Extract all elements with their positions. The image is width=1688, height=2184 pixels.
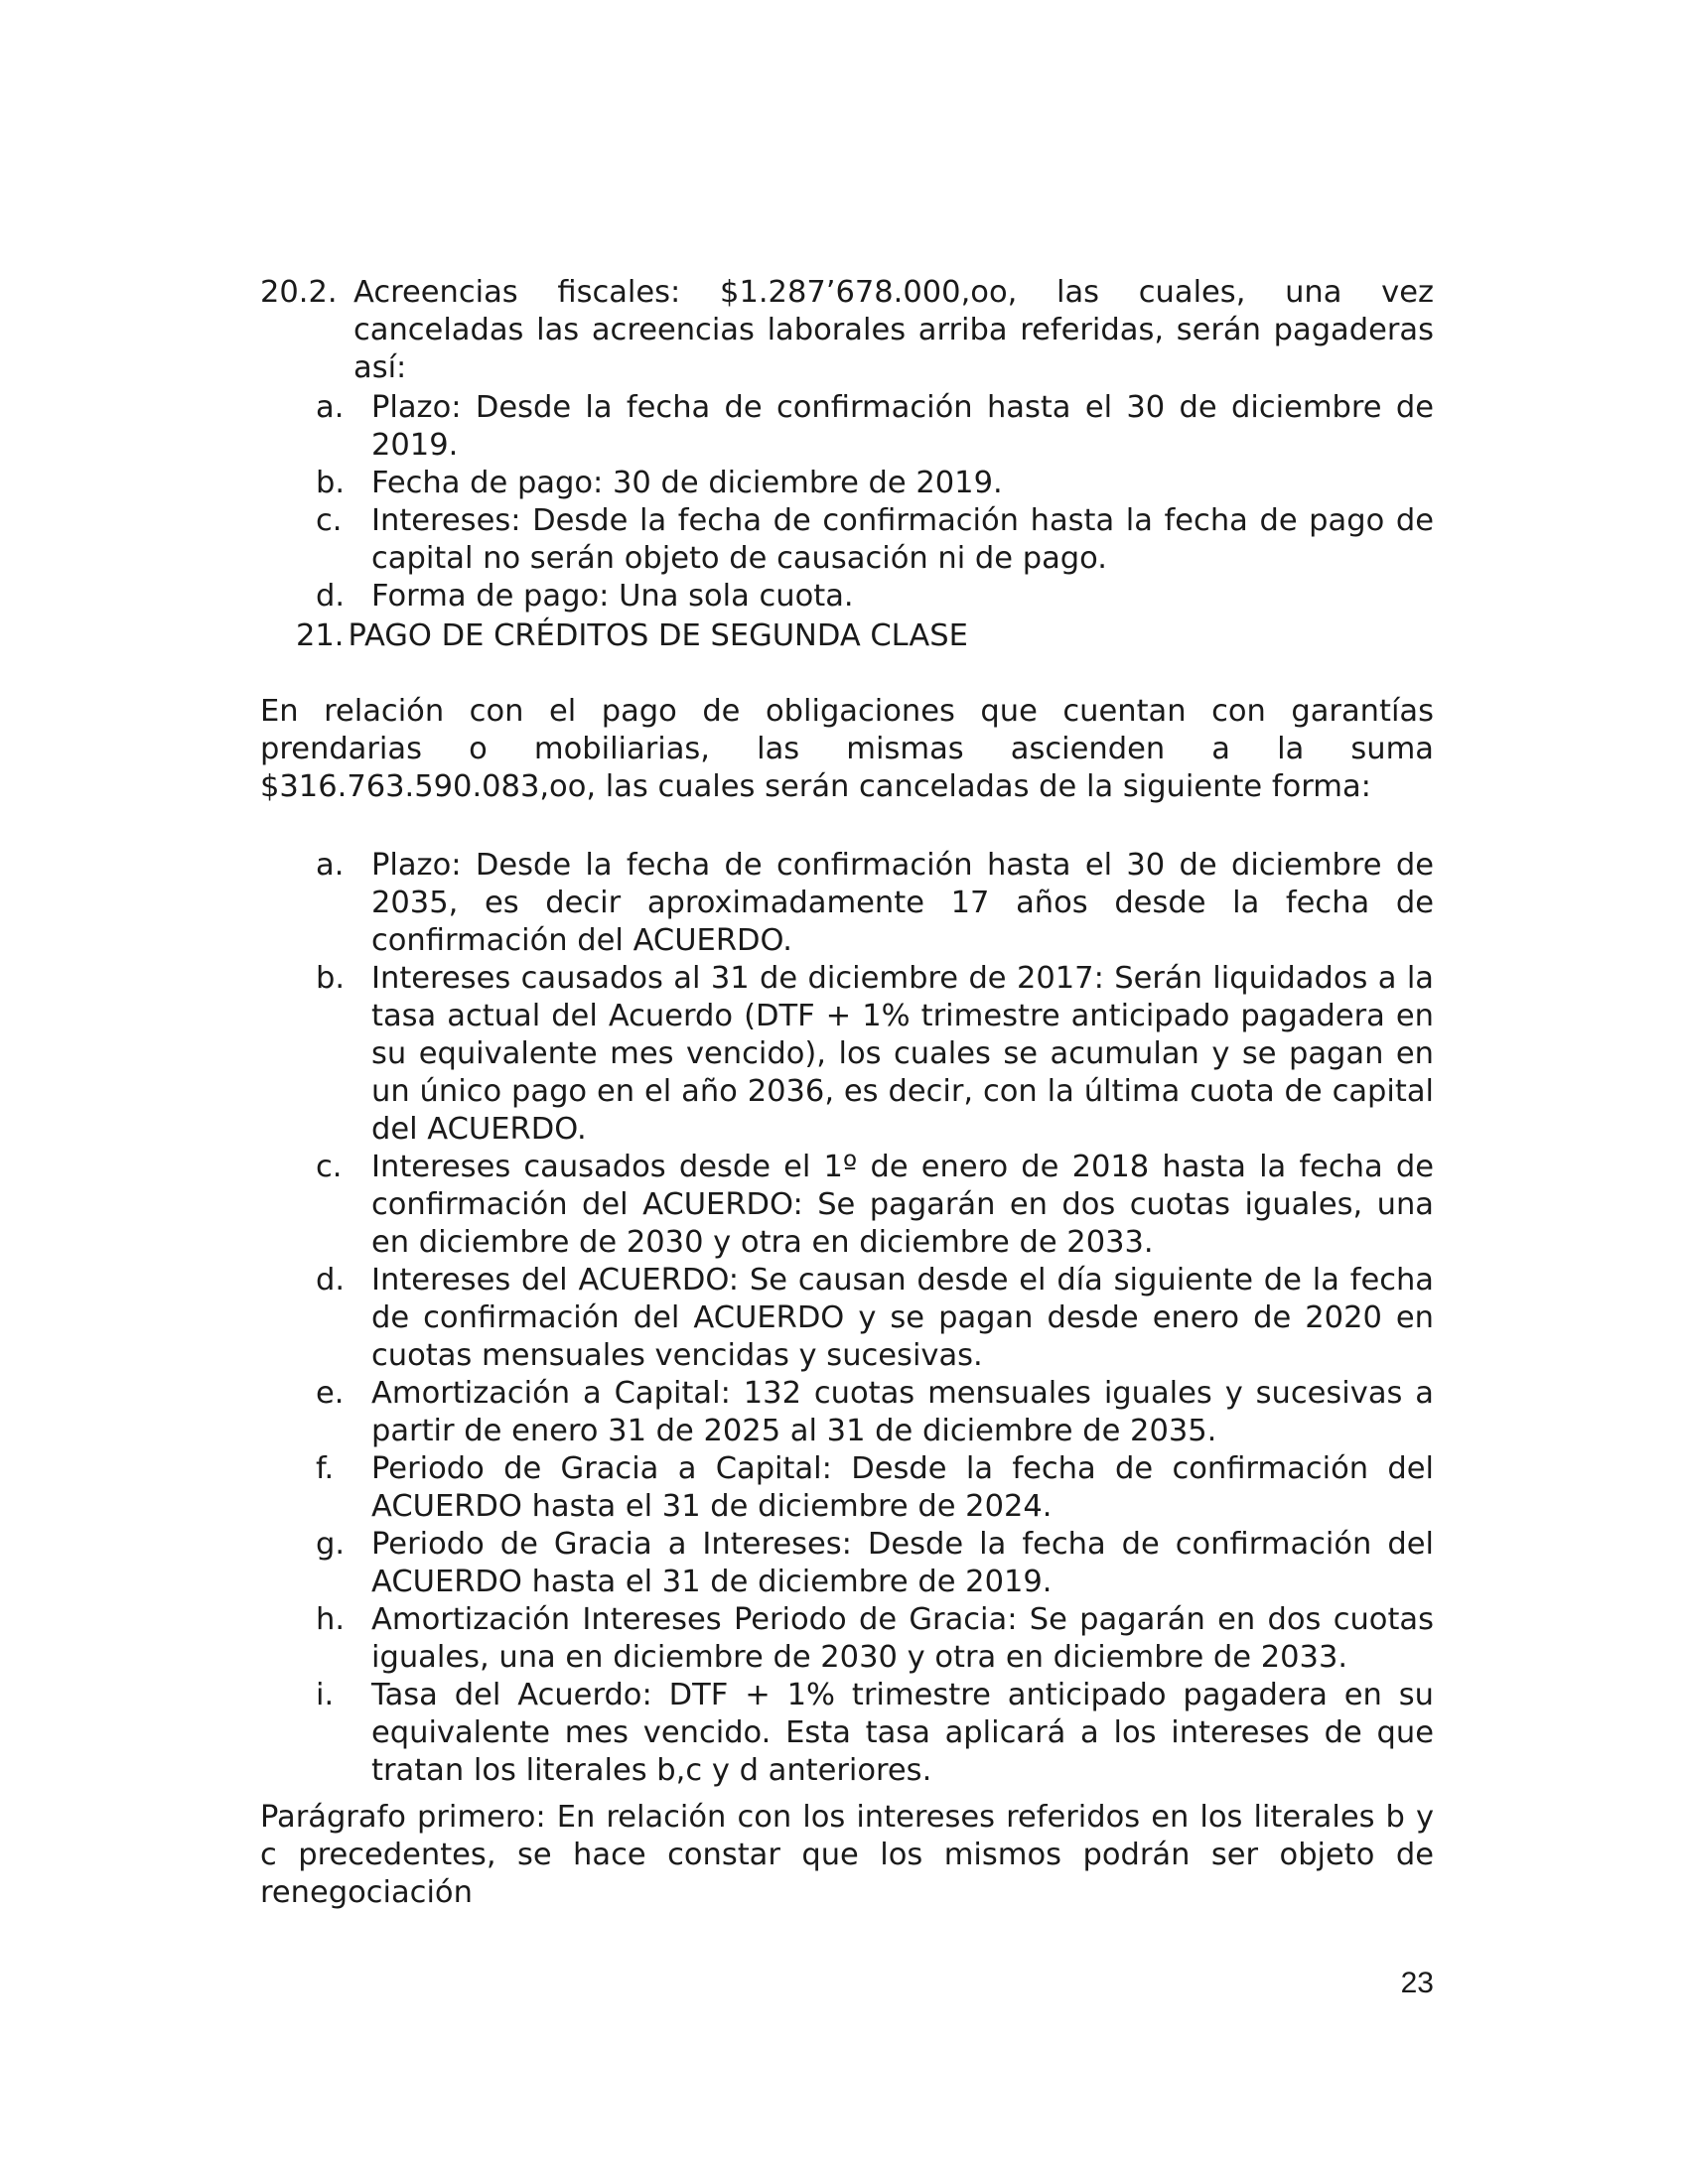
list-item-text: Plazo: Desde la fecha de confirmación hasta el 30 de diciembre de 2019.	[371, 390, 1434, 463]
list-marker: d.	[316, 579, 346, 614]
list-item-text: Tasa del Acuerdo: DTF + 1% trimestre anticipado pagadera en su equivalente mes vencido. Esta tasa aplicará a los intereses de que tratan los literales b,c y d anteriores.	[371, 1678, 1434, 1788]
list-marker: i.	[316, 1678, 335, 1712]
section-20-2-list	[316, 389, 1434, 615]
list-item	[316, 960, 1434, 1149]
list-item-text: Periodo de Gracia a Capital: Desde la fecha de confirmación del ACUERDO hasta el 31 de diciembre de 2024.	[371, 1451, 1434, 1524]
list-item	[316, 847, 1434, 960]
list-marker: b.	[316, 961, 346, 996]
list-item-text: Plazo: Desde la fecha de confirmación hasta el 30 de diciembre de 2035, es decir aproximadamente 17 años desde la fecha de confirmación del ACUERDO.	[371, 848, 1434, 958]
list-item-text: Periodo de Gracia a Intereses: Desde la fecha de confirmación del ACUERDO hasta el 31 de diciembre de 2019.	[371, 1527, 1434, 1599]
section-number: 20.2.	[260, 275, 338, 310]
paragrafo-primero: Parágrafo primero: En relación con los intereses referidos en los literales b y c precedentes, se hace constar que los mismos podrán ser objeto de renegociación	[260, 1800, 1434, 1910]
section-21-heading	[296, 617, 968, 655]
list-item-text: Fecha de pago: 30 de diciembre de 2019.	[371, 466, 1003, 500]
section-21-intro: En relación con el pago de obligaciones que cuentan con garantías prendarias o mobiliarias, las mismas ascienden a la suma $316.763.590.083,oo, las cuales serán canceladas de la siguiente forma:	[260, 694, 1434, 804]
list-item	[316, 578, 1434, 615]
list-item	[316, 502, 1434, 578]
list-item	[316, 1375, 1434, 1450]
list-item	[316, 1450, 1434, 1526]
list-item-text: Amortización Intereses Periodo de Gracia: Se pagarán en dos cuotas iguales, una en diciembre de 2030 y otra en diciembre de 2033.	[371, 1602, 1434, 1675]
list-item-text: Forma de pago: Una sola cuota.	[371, 579, 854, 614]
list-item-text: Intereses causados al 31 de diciembre de 2017: Serán liquidados a la tasa actual del Acuerdo (DTF + 1% trimestre anticipado pagadera en su equivalente mes vencido), los cuales se acumulan y se pagan en un único pago en el año 2036, es decir, con la última cuota de capital del ACUERDO.	[371, 961, 1434, 1147]
section-text: Acreencias fiscales: $1.287’678.000,oo, las cuales, una vez canceladas las acreencias laborales arriba referidas, serán pagaderas así:	[353, 275, 1434, 385]
page-number: 23	[1400, 1967, 1434, 1999]
list-marker: a.	[316, 390, 345, 425]
list-marker: c.	[316, 1150, 343, 1184]
list-marker: d.	[316, 1263, 346, 1297]
section-number: 21.	[296, 618, 345, 653]
list-item	[316, 1601, 1434, 1677]
list-item	[316, 1149, 1434, 1262]
list-marker: a.	[316, 848, 345, 883]
list-item	[316, 1262, 1434, 1375]
list-item-text: Intereses causados desde el 1º de enero de 2018 hasta la fecha de confirmación del ACUERDO: Se pagarán en dos cuotas iguales, una en diciembre de 2030 y otra en diciembre de 2033.	[371, 1150, 1434, 1260]
list-marker: h.	[316, 1602, 346, 1637]
list-marker: b.	[316, 466, 346, 500]
list-marker: c.	[316, 503, 343, 538]
list-item	[316, 1526, 1434, 1601]
list-item	[316, 465, 1434, 502]
list-marker: g.	[316, 1527, 346, 1562]
list-item-text: Intereses del ACUERDO: Se causan desde el día siguiente de la fecha de confirmación del ACUERDO y se pagan desde enero de 2020 en cuotas mensuales vencidas y sucesivas.	[371, 1263, 1434, 1373]
section-21-list	[316, 847, 1434, 1790]
list-marker: e.	[316, 1376, 345, 1411]
section-20-2	[260, 274, 1434, 387]
list-marker: f.	[316, 1451, 335, 1486]
section-title: PAGO DE CRÉDITOS DE SEGUNDA CLASE	[348, 618, 968, 653]
list-item-text: Intereses: Desde la fecha de confirmación hasta la fecha de pago de capital no serán objeto de causación ni de pago.	[371, 503, 1434, 576]
list-item-text: Amortización a Capital: 132 cuotas mensuales iguales y sucesivas a partir de enero 31 de 2025 al 31 de diciembre de 2035.	[371, 1376, 1434, 1448]
list-item	[316, 389, 1434, 465]
list-item	[316, 1677, 1434, 1790]
